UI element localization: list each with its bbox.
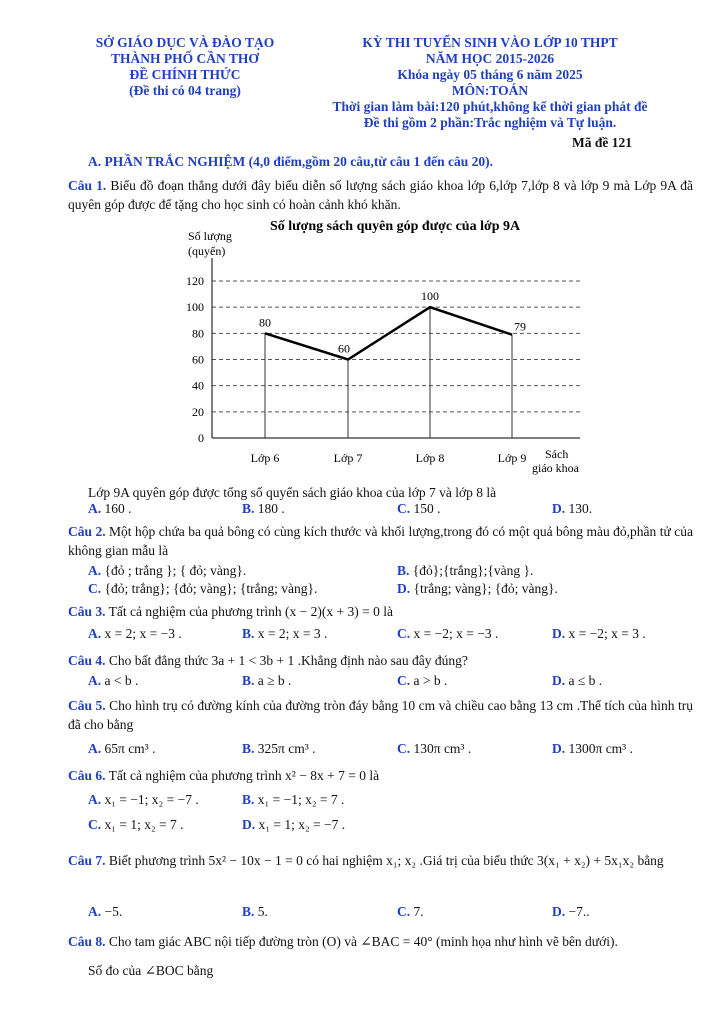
chart-title: Số lượng sách quyên góp được của lớp 9A [270,219,521,234]
q2-label: Câu 2. [68,524,106,539]
q4-option-b[interactable]: B. a ≥ b . [242,673,292,688]
q5-option-d[interactable]: D. 1300π cm³ . [552,741,633,756]
q1-option-c[interactable]: C. 150 . [397,501,441,516]
q8-label: Câu 8. [68,934,106,949]
q6-label: Câu 6. [68,768,106,783]
x-tick-label: Lớp 7 [333,451,363,465]
y-axis-label-line1: Số lượng [188,229,232,243]
q5-option-a[interactable]: A. 65π cm³ . [88,741,156,756]
y-axis-label-line2: (quyển) [188,244,226,258]
y-tick-label: 0 [198,431,204,445]
question-3 [68,602,693,621]
q7-option-c[interactable]: C. 7. [397,904,424,919]
q3-option-a[interactable]: A. x = 2; x = −3 . [88,626,182,641]
data-label: 60 [338,341,350,356]
q3-option-b[interactable]: B. x = 2; x = 3 . [242,626,328,641]
y-tick-label: 60 [192,352,204,367]
q3-text: Tất cả nghiệm của phương trình (x − 2)(x + 3) = 0 là [108,604,393,619]
data-label: 100 [421,289,439,304]
header-right [300,35,680,131]
q8-question: Số đo của ∠BOC bằng [88,963,214,978]
question-4 [68,651,693,670]
q2-text: Một hộp chứa ba quả bông có cùng kích thước và khối lượng,trong đó có một quả bông màu đỏ,phần tử của không gian mẫu là [68,524,693,558]
header-left [60,35,310,99]
exam-code: Mã đề 121 [572,135,632,150]
data-label: 79 [514,319,526,334]
duration: Thời gian làm bài:120 phút,không kể thời gian phát đề [332,99,648,114]
q7-text: Biết phương trình 5x² − 10x − 1 = 0 có hai nghiệm x₁; x₂ .Giá trị của biểu thức 3(x₁ + x₂) + 5x₁x₂ bằng [108,853,664,868]
page-count: (Đề thi có 04 trang) [129,83,241,98]
q1-text: Biểu đồ đoạn thẳng dưới đây biểu diễn số lượng sách giáo khoa lớp 6,lớp 7,lớp 8 và lớp 9 mà Lớp 9A đã quyên góp được để tặng cho học sinh có hoàn cảnh khó khăn. [68,178,693,212]
section-a-title: A. PHẦN TRẮC NGHIỆM (4,0 điểm,gồm 20 câu,từ câu 1 đến câu 20). [88,154,493,169]
q4-option-a[interactable]: A. a < b . [88,673,139,688]
q3-option-d[interactable]: D. x = −2; x = 3 . [552,626,646,641]
q7-option-a[interactable]: A. −5. [88,904,123,919]
q1-question: Lớp 9A quyên góp được tổng số quyển sách giáo khoa của lớp 7 và lớp 8 là [88,485,497,500]
department: SỞ GIÁO DỤC VÀ ĐÀO TẠO [95,35,275,50]
q1-option-a[interactable]: A. 160 . [88,501,132,516]
q5-option-c[interactable]: C. 130π cm³ . [397,741,472,756]
exam-date: Khóa ngày 05 tháng 6 năm 2025 [397,67,583,82]
y-tick-label: 120 [186,274,204,288]
q6-option-c[interactable]: C. x₁ = 1; x₂ = 7 . [88,817,184,832]
x-tick-label: Lớp 6 [250,451,280,465]
q6-option-a[interactable]: A. x₁ = −1; x₂ = −7 . [88,792,199,807]
y-tick-label: 20 [192,404,204,419]
q7-option-b[interactable]: B. 5. [242,904,268,919]
q2-option-d[interactable]: D. {trắng; vàng}; {đỏ; vàng}. [397,581,558,596]
y-tick-label: 40 [192,378,204,393]
question-2 [68,522,693,560]
q7-option-d[interactable]: D. −7.. [552,904,590,919]
school-year: NĂM HỌC 2015-2026 [425,51,555,66]
q8-text: Cho tam giác ABC nội tiếp đường tròn (O) và ∠BAC = 40° (minh họa như hình vẽ bên dưới). [108,934,618,949]
x-tick-label: Lớp 8 [415,451,445,465]
q3-label: Câu 3. [68,604,106,619]
q7-label: Câu 7. [68,853,106,868]
q1-option-b[interactable]: B. 180 . [242,501,285,516]
official-label: ĐỀ CHÍNH THỨC [129,67,241,82]
q6-option-b[interactable]: B. x₁ = −1; x₂ = 7 . [242,792,345,807]
q4-label: Câu 4. [68,653,106,668]
question-5 [68,696,693,734]
exam-title: KỲ THI TUYỂN SINH VÀO LỚP 10 THPT [362,35,618,50]
line-chart [150,213,590,478]
q5-label: Câu 5. [68,698,106,713]
exam-parts: Đề thi gồm 2 phần:Trắc nghiệm và Tự luận. [363,115,617,130]
subject: MÔN:TOÁN [451,83,529,98]
data-label: 80 [259,315,271,330]
city: THÀNH PHỐ CẦN THƠ [111,51,259,66]
question-6 [68,766,693,785]
q1-option-d[interactable]: D. 130. [552,501,593,516]
q1-label: Câu 1. [68,178,107,193]
q3-option-c[interactable]: C. x = −2; x = −3 . [397,626,499,641]
question-1 [68,176,693,214]
x-tick-label: Lớp 9 [497,451,527,465]
x-axis-label-line1: Sách [545,447,569,461]
q2-option-b[interactable]: B. {đỏ};{trắng};{vàng }. [397,563,534,578]
q4-option-d[interactable]: D. a ≤ b . [552,673,603,688]
q5-text: Cho hình trụ có đường kính của đường tròn đáy bằng 10 cm và chiều cao bằng 13 cm .Thể tích của hình trụ đã cho bằng [68,698,693,732]
q6-text: Tất cả nghiệm của phương trình x² − 8x + 7 = 0 là [108,768,380,783]
q2-option-c[interactable]: C. {đỏ; trắng}; {đỏ; vàng}; {trắng; vàng}. [88,581,318,596]
q2-option-a[interactable]: A. {đỏ ; trắng }; { đỏ; vàng}. [88,563,247,578]
q5-option-b[interactable]: B. 325π cm³ . [242,741,316,756]
y-tick-label: 100 [186,300,204,315]
q6-option-d[interactable]: D. x₁ = 1; x₂ = −7 . [242,817,346,832]
q4-option-c[interactable]: C. a > b . [397,673,448,688]
x-axis-label-line2: giáo khoa [532,461,579,475]
q4-text: Cho bất đẳng thức 3a + 1 < 3b + 1 .Khẳng định nào sau đây đúng? [108,653,468,668]
question-8 [68,932,693,951]
y-tick-label: 80 [192,326,204,341]
question-7 [68,848,693,874]
